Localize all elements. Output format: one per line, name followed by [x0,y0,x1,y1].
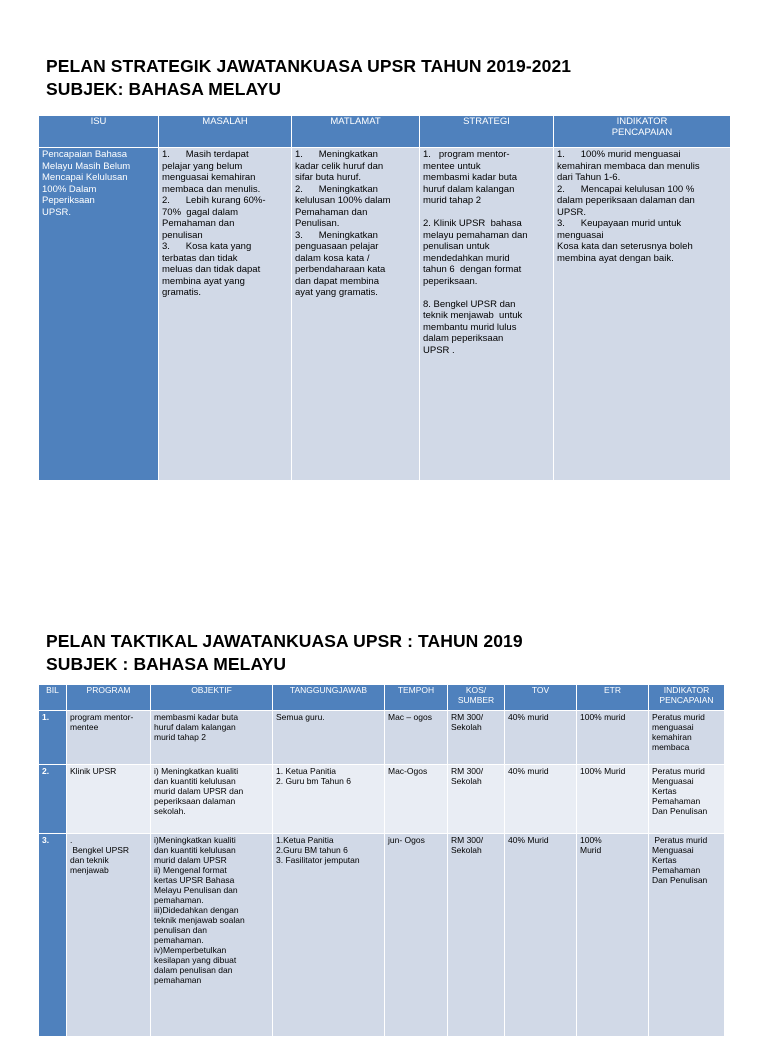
cell-line: membina ayat yang [162,275,245,287]
cell-line: Peratus murid [652,766,705,776]
cell-line: ayat yang gramatis. [295,287,378,298]
cell-line: menguasai kemahiran [162,172,256,183]
header-etr: ETR [577,685,649,711]
cell-line: 2. Lebih kurang 60%- [162,195,266,206]
cell-line: RM 300/ [451,766,484,776]
program-cell [67,711,151,765]
etr-cell [577,765,649,834]
cell-line: Dan Penulisan [652,806,708,816]
cell-line: Penulisan. [295,218,340,229]
bil-cell: 1. [39,711,67,765]
tov-cell [505,711,577,765]
cell-line: perbendaharaan kata [295,264,386,275]
cell-line: Melayu Masih Belum [42,160,131,172]
matlamat-cell [292,148,420,481]
cell-line: pemahaman. [154,935,204,945]
cell-line: Melayu Penulisan dan [154,885,238,895]
table-row [39,834,725,1037]
cell-line: teknik menjawab untuk [423,310,523,321]
cell-line: 1.Ketua Panitia [276,835,334,845]
cell-line: program mentor- [70,712,134,722]
cell-line: gramatis. [162,287,202,298]
cell-line [423,207,550,219]
cell-line: Mencapai Kelulusan [42,172,128,183]
cell-line: menguasai [557,229,604,241]
cell-line: Kertas [652,786,677,796]
header-indikator-pencapaian: INDIKATOR PENCAPAIAN [649,685,725,711]
cell-line: 70% gagal dalam [162,206,239,218]
cell-line: Sekolah [451,776,482,786]
cell-line: membaca dan menulis. [162,183,261,195]
cell-line: Mac – ogos [388,712,432,722]
cell-line: 2. Meningkatkan [295,183,378,195]
tov-cell [505,765,577,834]
objektif-cell [151,834,273,1037]
cell-line: 40% Murid [508,835,549,845]
cell-line: dalam penulisan dan [154,965,233,975]
tanggungjawab-cell [273,765,385,834]
cell-line: Sekolah [451,845,482,855]
cell-line: UPSR . [423,344,455,356]
objektif-cell [151,765,273,834]
strategic-row [39,148,731,481]
cell-line: Pemahaman dan [295,206,368,218]
cell-line: 40% murid [508,766,549,776]
cell-line: Pemahaman [652,865,701,875]
cell-line: pemahaman [154,975,202,985]
cell-line: RM 300/ [451,712,484,722]
cell-line: dalam peperiksaan dalaman dan [557,195,695,206]
tov-cell [505,834,577,1037]
cell-line: dari Tahun 1-6. [557,172,621,183]
header-indikator: INDIKATOR PENCAPAIAN [554,116,731,148]
cell-line: i)Meningkatkan kualiti [154,835,236,845]
header-masalah: MASALAH [159,116,292,148]
cell-line: i) Meningkatkan kualiti [154,766,239,776]
bil-cell: 2. [39,765,67,834]
cell-line: 8. Bengkel UPSR dan [423,298,516,310]
cell-line: membantu murid lulus [423,321,517,333]
cell-line: UPSR. [557,206,587,218]
cell-line: kelulusan 100% dalam [295,195,391,206]
cell-line: jun- Ogos [388,835,425,845]
cell-line: penulisan [162,229,203,241]
cell-line: 3. Meningkatkan [295,229,378,241]
header-bil: BIL [39,685,67,711]
cell-line: Menguasai [652,845,694,855]
kos-cell [448,765,505,834]
cell-line: dan teknik [70,855,109,865]
cell-line: dalam peperiksaan [423,333,504,344]
header-tempoh: TEMPOH [385,685,448,711]
cell-line: terbatas dan tidak [162,252,238,264]
cell-line: 1. Meningkatkan [295,149,378,160]
cell-line: murid dalam UPSR [154,855,227,865]
header-matlamat: MATLAMAT [292,116,420,148]
header-program: PROGRAM [67,685,151,711]
cell-line: pemahaman. [154,895,204,905]
cell-line: membasmi kadar buta [154,712,239,722]
cell-line: huruf dalam kalangan [154,722,236,732]
strategic-header-row [39,116,731,148]
cell-line: Pencapaian Bahasa [42,149,128,160]
tactical-table [38,684,725,1037]
cell-line: 1. 100% murid menguasai [557,149,681,160]
strategic-subject: SUBJEK: BAHASA MELAYU [46,79,282,99]
cell-line: 3. Kosa kata yang [162,241,252,252]
cell-line: Kosa kata dan seterusnya boleh [557,241,693,252]
cell-line: pelajar yang belum [162,160,243,172]
cell-line: membaca [652,742,690,752]
cell-line: 1. Masih terdapat [162,149,249,160]
header-isu: ISU [39,116,159,148]
cell-line: murid dalam UPSR dan [154,786,244,796]
cell-line: Bengkel UPSR [70,845,130,855]
cell-line: kemahiran membaca dan menulis [557,160,700,172]
cell-line: menjawab [70,865,109,875]
cell-line: 2. Klinik UPSR bahasa [423,218,522,229]
cell-line: peperiksaan dalaman [154,796,236,806]
cell-line: menguasai [652,722,694,732]
cell-line: 100% Dalam [42,183,97,195]
cell-line: dan dapat membina [295,275,379,287]
tanggungjawab-cell [273,834,385,1037]
cell-line: kesilapan yang dibuat [154,955,237,965]
cell-line: membasmi kadar buta [423,172,517,183]
cell-line: Kertas [652,855,677,865]
indikator-cell [649,711,725,765]
cell-line: 100% [580,835,602,845]
etr-cell [577,711,649,765]
isu-cell [39,148,159,481]
cell-line: 40% murid [508,712,549,722]
cell-line: melayu pemahaman dan [423,229,528,241]
bil-cell: 3. [39,834,67,1037]
cell-line: sekolah. [154,806,186,816]
strategic-title: PELAN STRATEGIK JAWATANKUASA UPSR TAHUN 2019-2021 [46,56,572,76]
cell-line: murid tahap 2 [154,732,206,742]
cell-line: 100% Murid [580,766,626,776]
table-row [39,765,725,834]
program-cell [67,765,151,834]
cell-line: kemahiran [652,732,692,742]
cell-line: 3. Fasilitator jemputan [276,855,360,865]
header-kos-sumber: KOS/ SUMBER [448,685,505,711]
indikator-cell [554,148,731,481]
cell-line: penulisan dan [154,925,207,935]
cell-line: UPSR. [42,206,72,218]
tempoh-cell [385,834,448,1037]
cell-line: penulisan untuk [423,241,490,252]
indikator-cell [649,834,725,1037]
tempoh-cell [385,711,448,765]
cell-line: iv)Memperbetulkan [154,945,227,955]
cell-line [423,287,550,299]
cell-line: 1. Ketua Panitia [276,766,337,776]
cell-line: tahun 6 dengan format [423,264,522,275]
header-tanggungjawab: TANGGUNGJAWAB [273,685,385,711]
header-tov: TOV [505,685,577,711]
header-strategi: STRATEGI [420,116,554,148]
tanggungjawab-cell [273,711,385,765]
cell-line: kertas UPSR Bahasa [154,875,235,885]
cell-line: 100% murid [580,712,626,722]
cell-line: Murid [580,845,602,855]
cell-line: penguasaan pelajar [295,241,379,252]
cell-line: peperiksaan. [423,275,478,287]
cell-line: teknik menjawab soalan [154,915,245,925]
cell-line: 2. Mencapai kelulusan 100 % [557,183,695,195]
cell-line: Peratus murid [652,712,705,722]
header-objektif: OBJEKTIF [151,685,273,711]
cell-line: ii) Mengenal format [154,865,227,875]
cell-line: dalam kosa kata / [295,252,370,264]
strategi-cell [420,148,554,481]
cell-line: murid tahap 2 [423,195,482,206]
cell-line: Pemahaman dan [162,218,235,229]
cell-line: mentee untuk [423,160,481,172]
cell-line: iii)Didedahkan dengan [154,905,239,915]
cell-line: Pemahaman [652,796,701,806]
cell-line: Peperiksaan [42,195,95,206]
cell-line: sifar buta huruf. [295,172,362,183]
kos-cell [448,834,505,1037]
cell-line: RM 300/ [451,835,484,845]
tactical-title: PELAN TAKTIKAL JAWATANKUASA UPSR : TAHUN 2019 [46,631,523,651]
cell-line: . [70,835,73,845]
cell-line: 2.Guru BM tahun 6 [276,845,348,855]
cell-line: kadar celik huruf dan [295,160,384,172]
program-cell [67,834,151,1037]
cell-line: Sekolah [451,722,482,732]
cell-line: dan kuantiti kelulusan [154,845,236,855]
cell-line: Mac-Ogos [388,766,428,776]
cell-line: meluas dan tidak dapat [162,264,261,275]
cell-line: membina ayat dengan baik. [557,252,674,264]
cell-line: 1. program mentor- [423,149,510,160]
indikator-cell [649,765,725,834]
cell-line: Semua guru. [276,712,325,722]
cell-line: 3. Keupayaan murid untuk [557,218,682,229]
cell-line: dan kuantiti kelulusan [154,776,236,786]
masalah-cell [159,148,292,481]
cell-line: mentee [70,722,99,732]
kos-cell [448,711,505,765]
strategic-table [38,115,731,481]
cell-line: 2. Guru bm Tahun 6 [276,776,351,786]
table-row [39,711,725,765]
cell-line: Klinik UPSR [70,766,117,776]
cell-line: Menguasai [652,776,694,786]
tactical-header-row [39,685,725,711]
objektif-cell [151,711,273,765]
etr-cell [577,834,649,1037]
cell-line: Peratus murid [652,835,708,845]
cell-line: huruf dalam kalangan [423,183,515,195]
cell-line: mendedahkan murid [423,252,510,264]
tactical-subject: SUBJEK : BAHASA MELAYU [46,654,287,674]
tempoh-cell [385,765,448,834]
cell-line: Dan Penulisan [652,875,708,885]
